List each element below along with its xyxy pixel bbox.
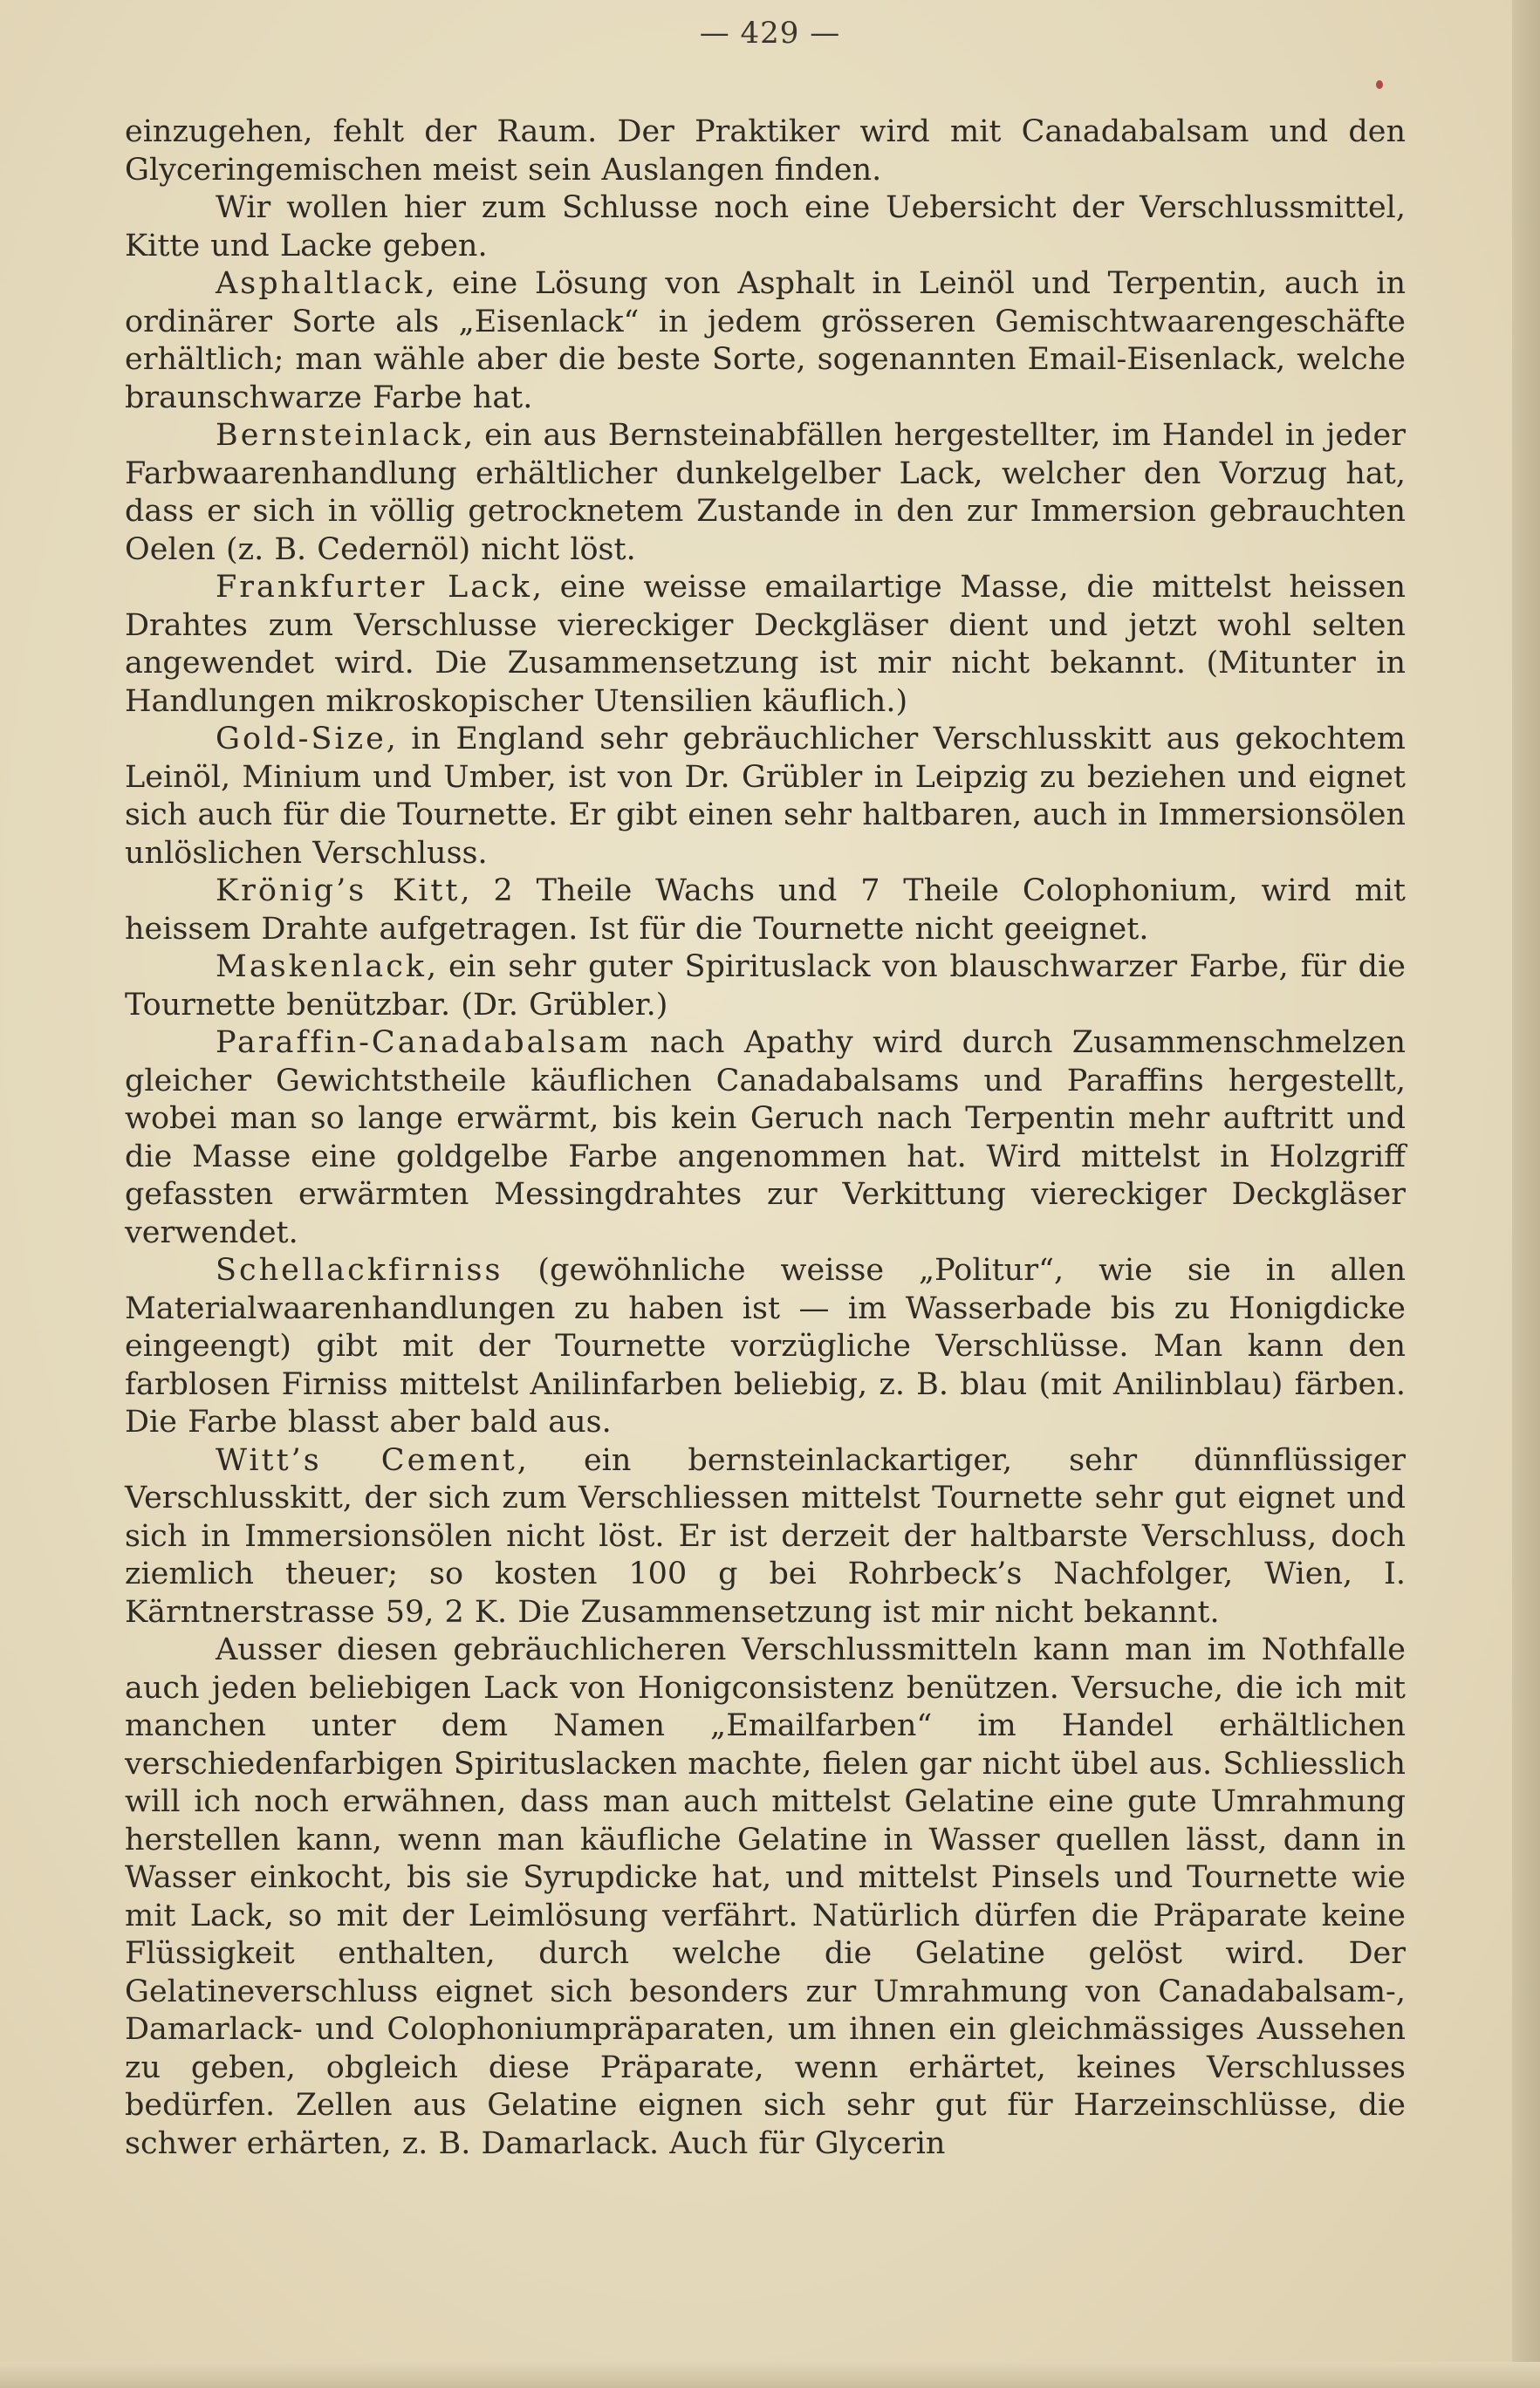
entry-text: , ein aus Bernsteinabfällen hergestellter, im Handel in jeder Farbwaarenhandlung erhältlicher dunkelgelber Lack, welcher den Vorzug hat, dass er sich in völlig getrocknetem Zustande in den zur Immersion gebrauchten Oelen (z. B. Cedernöl) nicht löst. — [125, 418, 1406, 567]
entry-text: , ein bernsteinlackartiger, sehr dünnflüssiger Verschlusskitt, der sich zum Verschliessen mittelst Tournette sehr gut eignet und sich in Immersionsölen nicht löst. Er ist derzeit der haltbarste Verschluss, doch ziemlich theuer; so kosten 100 g bei Rohrbeck’s Nachfolger, Wien, I. Kärntnerstrasse 59, 2 K. Die Zusammensetzung ist mir nicht bekannt. — [125, 1442, 1406, 1630]
ink-spot — [1376, 80, 1383, 89]
entry-text: , in England sehr gebräuchlicher Verschlusskitt aus gekochtem Leinöl, Minium und Umber, ist von Dr. Grübler in Leipzig zu beziehen und eignet sich auch für die Tournette. Er gibt einen sehr haltbaren, auch in Immersionsölen unlöslichen Verschluss. — [125, 722, 1406, 871]
entry-bernsteinlack — [125, 417, 1406, 569]
entry-asphaltlack — [125, 265, 1406, 417]
entry-term: Witt’s Cement — [216, 1442, 517, 1478]
entry-maskenlack — [125, 948, 1406, 1024]
entry-term: Paraffin-Canadabalsam — [216, 1025, 631, 1060]
entry-term: Krönig’s Kitt — [216, 873, 461, 908]
paragraph-text: Ausser diesen gebräuchlicheren Verschlussmitteln kann man im Nothfalle auch jeden beliebigen Lack von Honigconsistenz benützen. Versuche, die ich mit manchen unter dem Namen „Emailfarben“ im Handel erhältlichen verschiedenfarbigen Spirituslacken machte, fielen gar nicht übel aus. Schliesslich will ich noch erwähnen, dass man auch mittelst Gelatine eine gute Umrahmung herstellen kann, wenn man käufliche Gelatine in Wasser quellen lässt, dann in Wasser einkocht, bis sie Syrupdicke hat, und mittelst Pinsels und Tournette wie mit Lack, so mit der Leimlösung verfährt. Natürlich dürfen die Präparate keine Flüssigkeit enthalten, durch welche die Gelatine gelöst wird. Der Gelatineverschluss eignet sich besonders zur Umrahmung von Canadabalsam-, Damarlack- und Colophoniumpräparaten, um ihnen ein gleichmässiges Aussehen zu geben, obgleich diese Präparate, wenn erhärtet, keines Verschlusses bedürfen. Zellen aus Gelatine eignen sich sehr gut für Harzeinschlüsse, die schwer erhärten, z. B. Damarlack. Auch für Glycerin — [125, 1632, 1406, 2161]
paragraph-text: Wir wollen hier zum Schlusse noch eine Uebersicht der Verschlussmittel, Kitte und Lacke geben. — [125, 190, 1406, 263]
entry-text: (gewöhnliche weisse „Politur“, wie sie in allen Materialwaarenhandlungen zu haben ist — im Wasserbade bis zu Honigdicke eingeengt) gibt mit der Tournette vorzügliche Verschlüsse. Man kann den farblosen Firniss mittelst Anilinfarben beliebig, z. B. blau (mit Anilinblau) färben. Die Farbe blasst aber bald aus. — [125, 1253, 1406, 1440]
entry-text: , 2 Theile Wachs und 7 Theile Colophonium, wird mit heissem Drahte aufgetragen. Ist für die Tournette nicht geeignet. — [125, 873, 1406, 947]
entry-text: , ein sehr guter Spirituslack von blauschwarzer Farbe, für die Tournette benützbar. (Dr. Grübler.) — [125, 949, 1406, 1023]
entry-gold-size — [125, 721, 1406, 872]
page-edge-shadow — [1512, 0, 1540, 2388]
entry-text: nach Apathy wird durch Zusammenschmelzen gleicher Gewichtstheile käuflichen Canadabalsams und Paraffins hergestellt, wobei man so lange erwärmt, bis kein Geruch nach Terpentin mehr auftritt und die Masse eine goldgelbe Farbe angenommen hat. Wird mittelst in Holzgriff gefassten erwärmten Messingdrahtes zur Verkittung viereckiger Deckgläser verwendet. — [125, 1025, 1406, 1250]
entry-frankfurter-lack — [125, 569, 1406, 721]
entry-term: Maskenlack — [216, 949, 427, 984]
entry-schellackfirniss — [125, 1252, 1406, 1442]
entry-paraffin-canadabalsam — [125, 1024, 1406, 1252]
entry-term: Frankfurter Lack — [216, 570, 532, 605]
paragraph-conclusion — [125, 1632, 1406, 2163]
entry-witts-cement — [125, 1442, 1406, 1632]
entry-term: Bernsteinlack — [216, 418, 464, 453]
page-bottom-edge — [0, 2362, 1540, 2388]
entry-term: Asphaltlack — [216, 266, 426, 301]
paragraph-text: einzugehen, fehlt der Raum. Der Praktiker wird mit Canadabalsam und den Glyceringemischen meist sein Auslangen finden. — [125, 114, 1406, 188]
paragraph-intro — [125, 113, 1406, 189]
entry-text: , eine weisse emailartige Masse, die mittelst heissen Drahtes zum Verschlusse viereckiger Deckgläser dient und jetzt wohl selten angewendet wird. Die Zusammensetzung ist mir nicht bekannt. (Mitunter in Handlungen mikroskopischer Utensilien käuflich.) — [125, 570, 1406, 719]
paragraph-overview — [125, 189, 1406, 265]
entry-kroenigs-kitt — [125, 872, 1406, 948]
entry-term: Schellackfirniss — [216, 1253, 503, 1288]
body-text — [125, 113, 1406, 2163]
entry-text: , eine Lösung von Asphalt in Leinöl und Terpentin, auch in ordinärer Sorte als „Eisenlack“ in jedem grösseren Gemischtwaarengeschäfte erhältlich; man wähle aber die beste Sorte, sogenannten Email-Eisenlack, welche braunschwarze Farbe hat. — [125, 266, 1406, 415]
page-number: — 429 — — [699, 16, 841, 51]
entry-term: Gold-Size — [216, 722, 387, 756]
